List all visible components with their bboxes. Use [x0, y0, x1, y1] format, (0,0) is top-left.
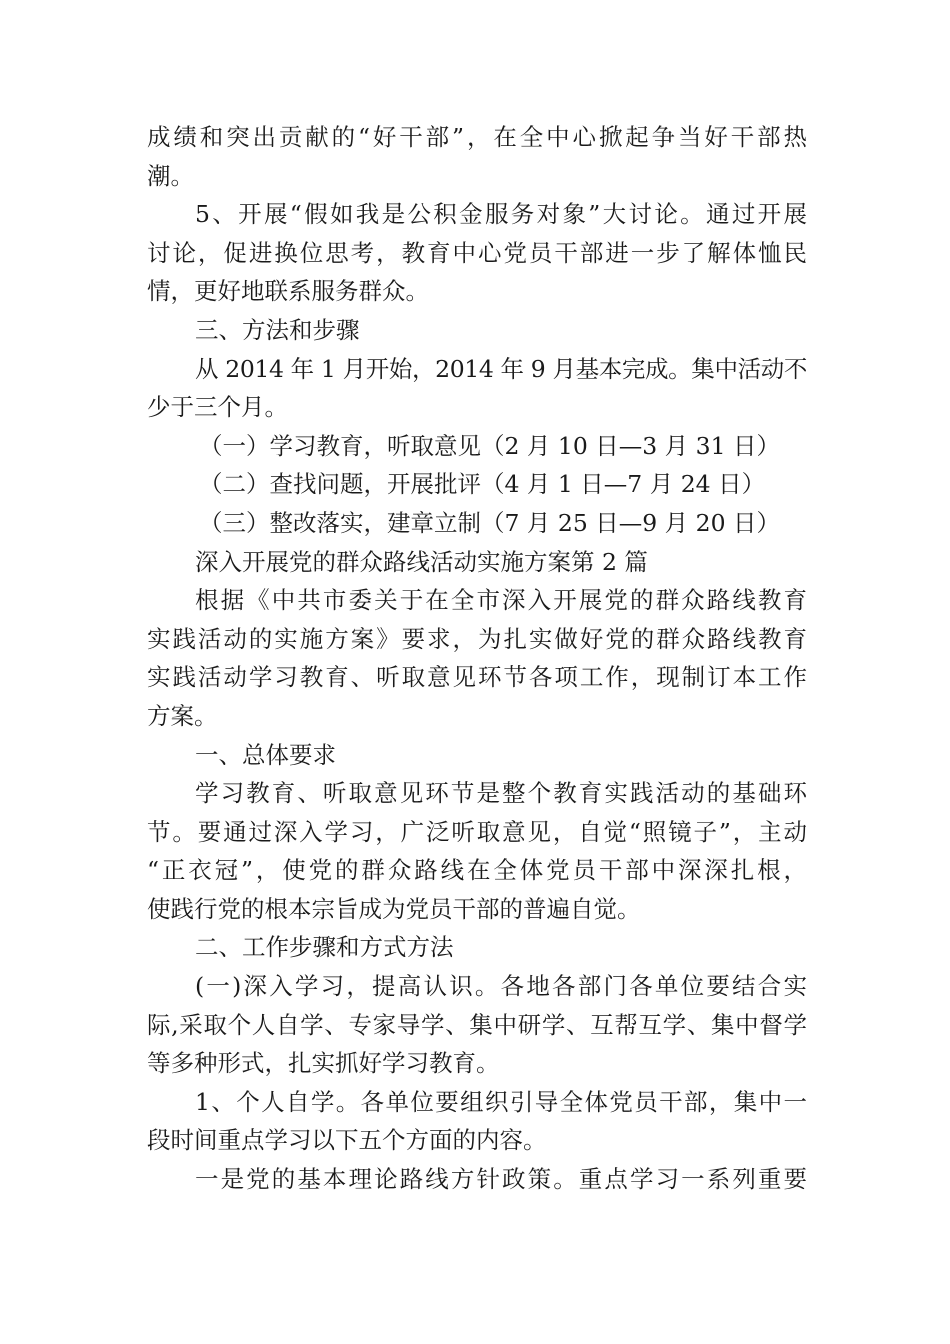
text-line: 根据《中共市委关于在全市深入开展党的群众路线教育: [195, 586, 807, 615]
text-line: 讨论，促进换位思考，教育中心党员干部进一步了解体恤民: [147, 238, 807, 267]
text-line: 成绩和突出贡献的“好干部”，在全中心掀起争当好干部热: [147, 123, 807, 151]
document-body: [147, 118, 807, 1199]
text-line: 少于三个月。: [147, 393, 288, 422]
text-line: 5、开展“假如我是公积金服务对象”大讨论。通过开展: [195, 200, 807, 229]
text-line: 三、方法和步骤: [195, 315, 360, 344]
text-line: 方案。: [147, 701, 218, 730]
text-line: 实践活动学习教育、听取意见环节各项工作，现制订本工作: [147, 663, 807, 692]
text-line: （一）学习教育，听取意见（2 月 10 日—3 月 31 日）: [199, 431, 781, 460]
text-line: 一、总体要求: [195, 740, 336, 769]
text-line: 实践活动的实施方案》要求，为扎实做好党的群众路线教育: [147, 624, 807, 653]
text-line: 学习教育、听取意见环节是整个教育实践活动的基础环: [195, 779, 807, 808]
text-line: 节。要通过深入学习，广泛听取意见，自觉“照镜子”，主动: [147, 817, 807, 846]
text-line: 际,采取个人自学、专家导学、集中研学、互帮互学、集中督学: [147, 1010, 807, 1039]
text-line: 使践行党的根本宗旨成为党员干部的普遍自觉。: [147, 894, 641, 923]
text-line: (一)深入学习，提高认识。各地各部门各单位要结合实: [195, 972, 807, 1001]
text-line: 二、工作步骤和方式方法: [195, 933, 454, 962]
text-line: 段时间重点学习以下五个方面的内容。: [147, 1126, 547, 1155]
text-line: 等多种形式，扎实抓好学习教育。: [147, 1049, 500, 1078]
text-line: 从 2014 年 1 月开始，2014 年 9 月基本完成。集中活动不: [195, 354, 807, 383]
text-line: 潮。: [147, 161, 194, 190]
text-line: 深入开展党的群众路线活动实施方案第 2 篇: [195, 547, 648, 576]
text-line: 情，更好地联系服务群众。: [147, 277, 429, 306]
text-line: “正衣冠”，使党的群众路线在全体党员干部中深深扎根，: [147, 856, 807, 885]
text-line: （二）查找问题，开展批评（4 月 1 日—7 月 24 日）: [199, 470, 766, 499]
text-line: 一是党的基本理论路线方针政策。重点学习一系列重要: [195, 1165, 807, 1194]
text-line: 1、个人自学。各单位要组织引导全体党员干部，集中一: [195, 1087, 807, 1116]
text-line: （三）整改落实，建章立制（7 月 25 日—9 月 20 日）: [199, 508, 781, 537]
